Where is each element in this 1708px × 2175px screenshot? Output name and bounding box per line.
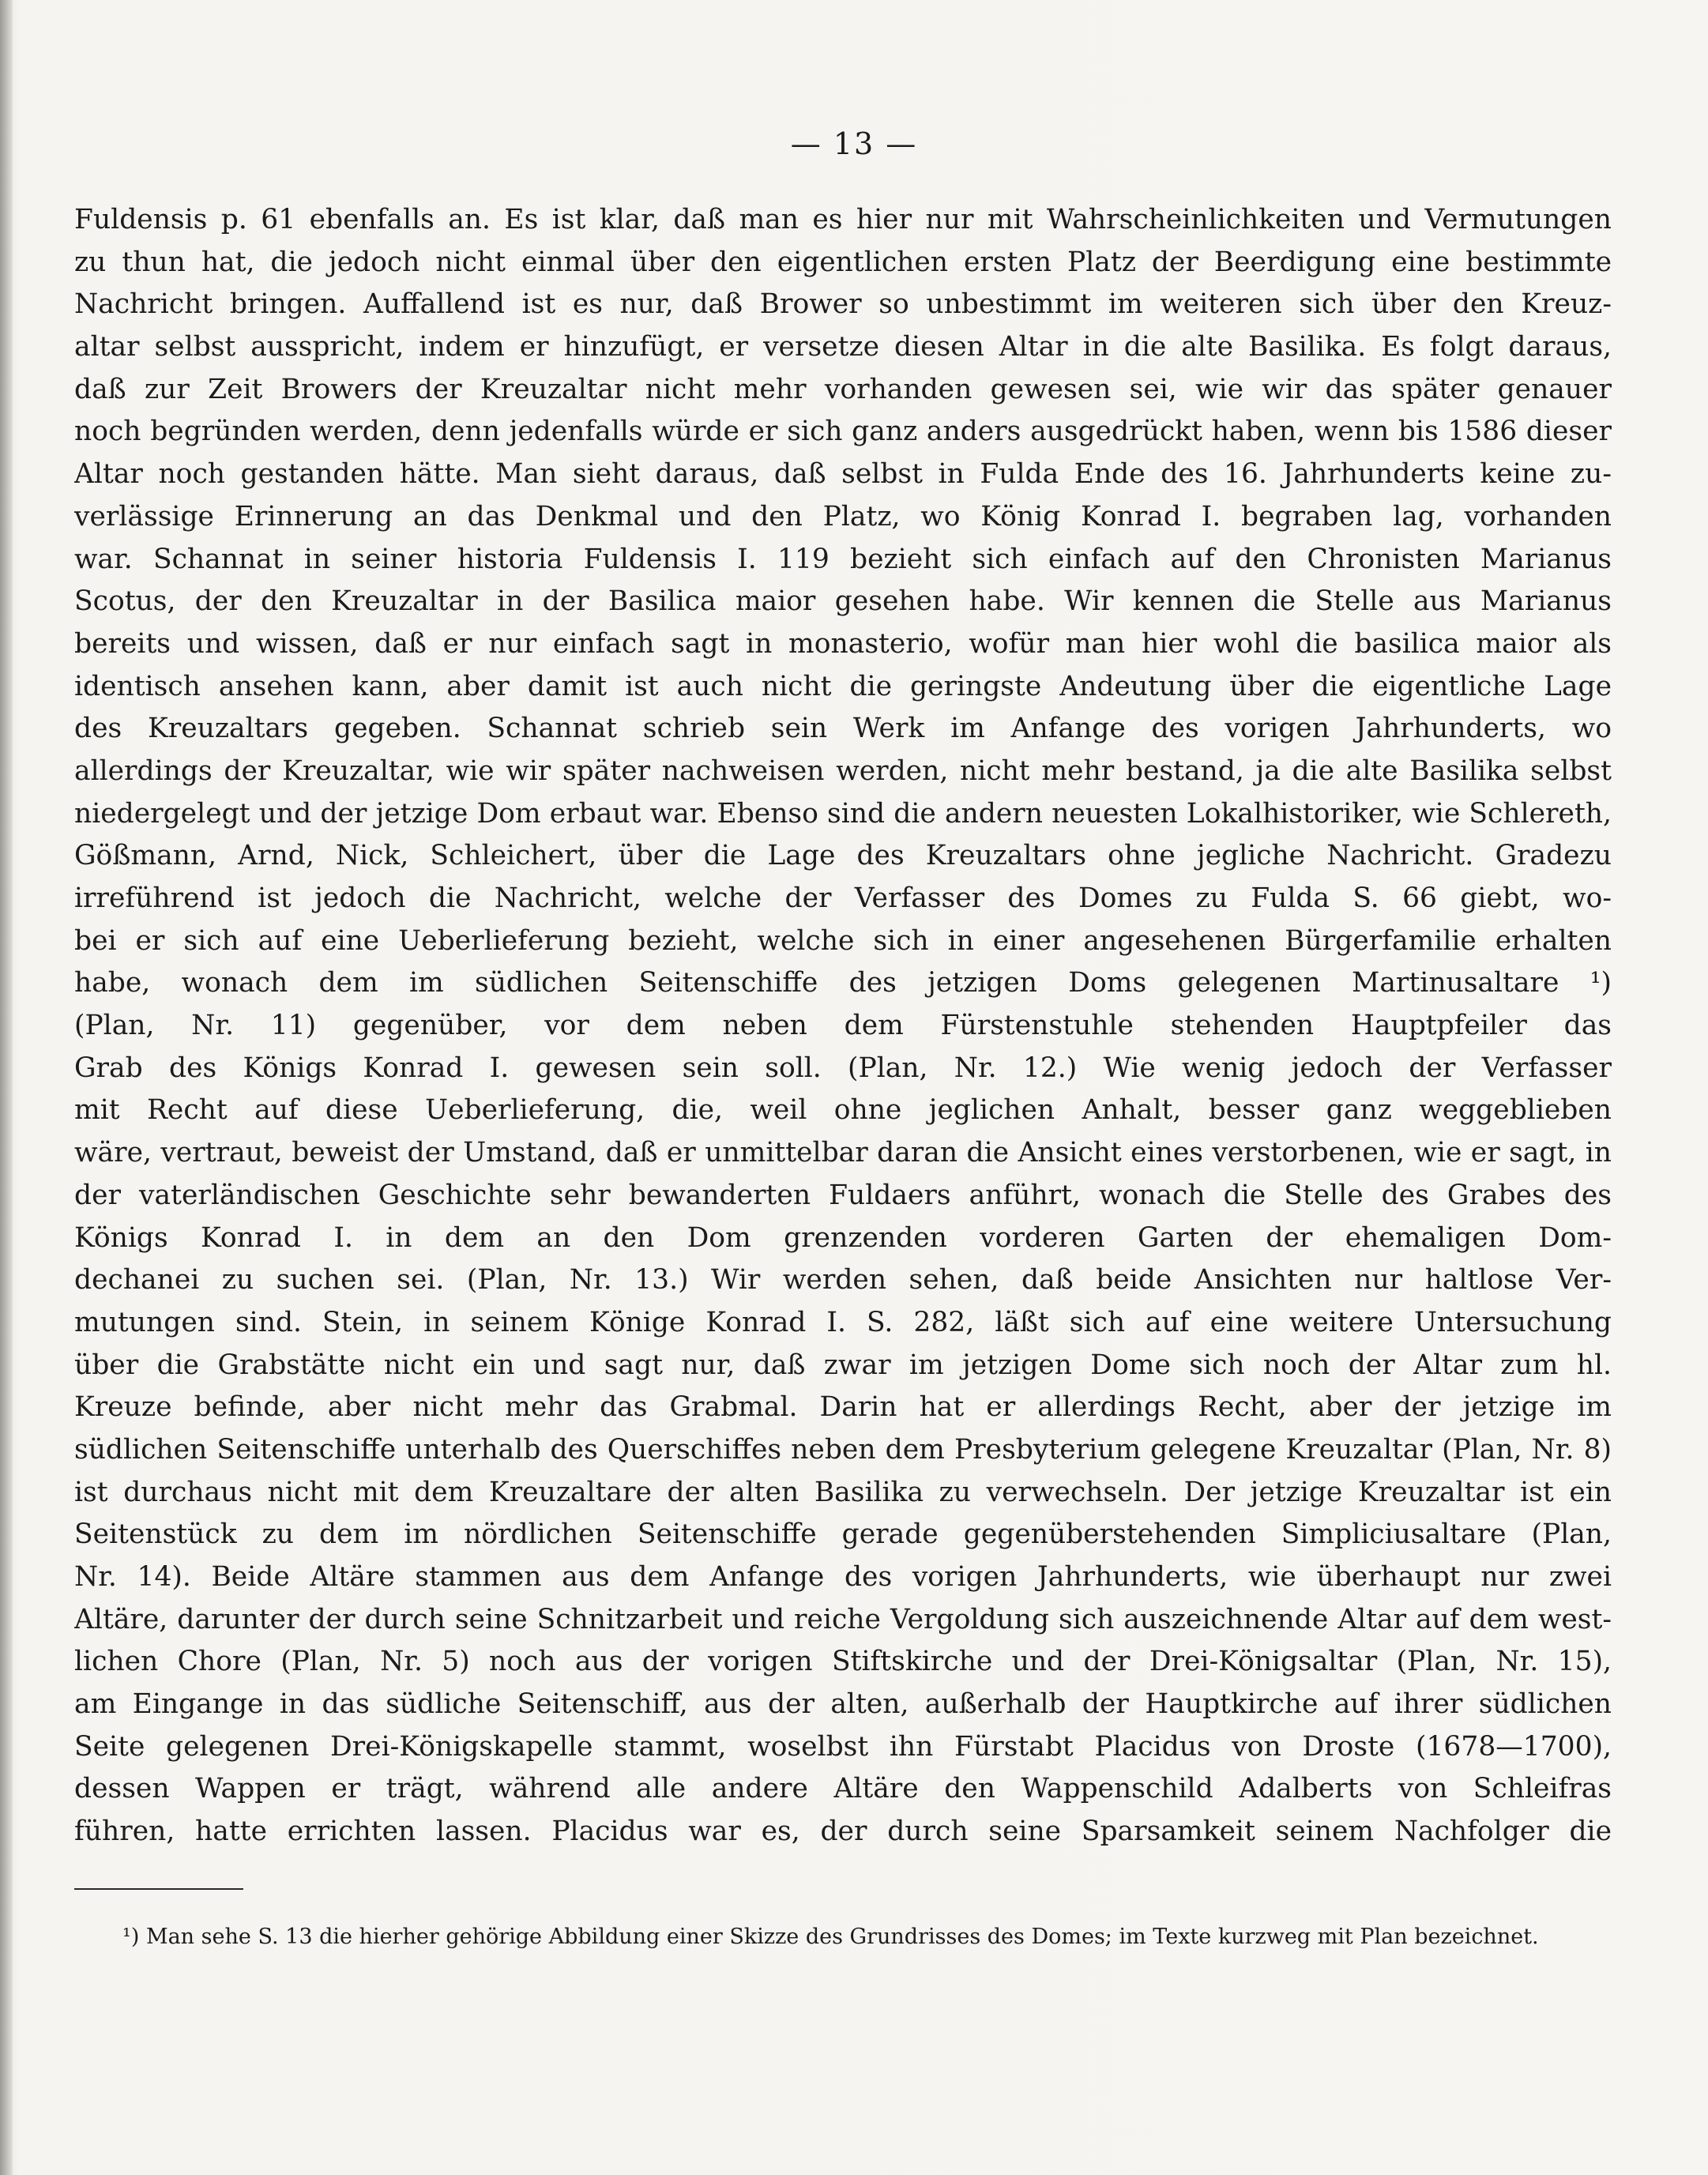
text-line: habe, wonach dem im südlichen Seitenschiffe des jetzigen Doms gelegenen Martinusaltare ¹) <box>74 967 1612 999</box>
text-line: mutungen sind. Stein, in seinem Könige Konrad I. S. 282, läßt sich auf eine weitere Untersuchung <box>74 1306 1612 1338</box>
text-line: des Kreuzaltars gegeben. Schannat schrieb sein Werk im Anfange des vorigen Jahrhunderts, wo <box>74 713 1612 745</box>
text-line: der vaterländischen Geschichte sehr bewanderten Fuldaers anführt, wonach die Stelle des Grabes des <box>74 1179 1612 1211</box>
text-line: dessen Wappen er trägt, während alle andere Altäre den Wappenschild Adalberts von Schleifras <box>74 1773 1612 1805</box>
text-line: Nr. 14). Beide Altäre stammen aus dem Anfange des vorigen Jahrhunderts, wie überhaupt nur zwei <box>74 1561 1612 1593</box>
text-line: Fuldensis p. 61 ebenfalls an. Es ist klar, daß man es hier nur mit Wahrscheinlichkeiten und Vermutungen <box>74 204 1612 235</box>
text-line: wäre, vertraut, beweist der Umstand, daß er unmittelbar daran die Ansicht eines verstorbenen, wie er sagt, in <box>74 1137 1612 1169</box>
text-line: lichen Chore (Plan, Nr. 5) noch aus der vorigen Stiftskirche und der Drei-Königsaltar (Plan, Nr. 15), <box>74 1646 1612 1678</box>
text-line: ist durchaus nicht mit dem Kreuzaltare der alten Basilika zu verwechseln. Der jetzige Kreuzaltar ist ein <box>74 1476 1612 1508</box>
text-line: Grab des Königs Konrad I. gewesen sein soll. (Plan, Nr. 12.) Wie wenig jedoch der Verfasser <box>74 1052 1612 1084</box>
text-line: zu thun hat, die jedoch nicht einmal über den eigentlichen ersten Platz der Beerdigung eine bestimmte <box>74 246 1612 278</box>
footnote-divider <box>74 1888 243 1890</box>
text-line: Seitenstück zu dem im nördlichen Seitenschiffe gerade gegenüberstehenden Simpliciusaltare (Plan, <box>74 1518 1612 1551</box>
text-line: bereits und wissen, daß er nur einfach sagt in monasterio, wofür man hier wohl die basilica maior als <box>74 627 1612 660</box>
text-line: Altar noch gestanden hätte. Man sieht daraus, daß selbst in Fulda Ende des 16. Jahrhunderts keine zu- <box>74 458 1612 491</box>
text-line: noch begründen werden, denn jedenfalls würde er sich ganz anders ausgedrückt haben, wenn bis 1586 dieser <box>74 416 1612 448</box>
text-line: irreführend ist jedoch die Nachricht, welche der Verfasser des Domes zu Fulda S. 66 giebt, wo- <box>74 882 1612 914</box>
page-number: — 13 — <box>790 126 918 161</box>
text-line: über die Grabstätte nicht ein und sagt nur, daß zwar im jetzigen Dome sich noch der Altar zum hl. <box>74 1349 1612 1381</box>
text-line: Kreuze befinde, aber nicht mehr das Grabmal. Darin hat er allerdings Recht, aber der jetzige im <box>74 1391 1612 1424</box>
text-line: dechanei zu suchen sei. (Plan, Nr. 13.) Wir werden sehen, daß beide Ansichten nur haltlose Ver- <box>74 1264 1612 1296</box>
text-line: daß zur Zeit Browers der Kreuzaltar nicht mehr vorhanden gewesen sei, wie wir das später genauer <box>74 373 1612 405</box>
text-line: bei er sich auf eine Ueberlieferung bezieht, welche sich in einer angesehenen Bürgerfamilie erhalten <box>74 924 1612 957</box>
text-line: südlichen Seitenschiffe unterhalb des Querschiffes neben dem Presbyterium gelegene Kreuzaltar (Plan, Nr. 8) <box>74 1433 1612 1466</box>
text-line: allerdings der Kreuzaltar, wie wir später nachweisen werden, nicht mehr bestand, ja die alte Basilika selbst <box>74 754 1612 787</box>
text-line: führen, hatte errichten lassen. Placidus war es, der durch seine Sparsamkeit seinem Nachfolger die <box>74 1816 1612 1848</box>
text-line: Königs Konrad I. in dem an den Dom grenzenden vorderen Garten der ehemaligen Dom- <box>74 1221 1612 1254</box>
text-line: altar selbst ausspricht, indem er hinzufügt, er versetze diesen Altar in die alte Basilika. Es folgt daraus, <box>74 331 1612 363</box>
text-line: Altäre, darunter der durch seine Schnitzarbeit und reiche Vergoldung sich auszeichnende Altar auf dem west- <box>74 1603 1612 1635</box>
text-line: verlässige Erinnerung an das Denkmal und den Platz, wo König Konrad I. begraben lag, vorhanden <box>74 500 1612 532</box>
footnote: ¹) Man sehe S. 13 die hierher gehörige Abbildung einer Skizze des Grundrisses des Domes; im Texte kurzweg mit Plan bezeichnet. <box>122 1925 1539 1949</box>
text-line: niedergelegt und der jetzige Dom erbaut war. Ebenso sind die andern neuesten Lokalhistoriker, wie Schlereth, <box>74 797 1612 830</box>
text-line: am Eingange in das südliche Seitenschiff, aus der alten, außerhalb der Hauptkirche auf ihrer südlichen <box>74 1688 1612 1721</box>
binding-shadow <box>0 0 13 2175</box>
text-line: (Plan, Nr. 11) gegenüber, vor dem neben dem Fürstenstuhle stehenden Hauptpfeiler das <box>74 1010 1612 1042</box>
text-line: war. Schannat in seiner historia Fuldensis I. 119 bezieht sich einfach auf den Chronisten Marianus <box>74 543 1612 575</box>
text-line: mit Recht auf diese Ueberlieferung, die, weil ohne jeglichen Anhalt, besser ganz weggeblieben <box>74 1094 1612 1127</box>
main-text <box>74 199 1612 1853</box>
text-line: Scotus, der den Kreuzaltar in der Basilica maior gesehen habe. Wir kennen die Stelle aus Marianus <box>74 585 1612 618</box>
text-line: identisch ansehen kann, aber damit ist auch nicht die geringste Andeutung über die eigentliche Lage <box>74 670 1612 702</box>
text-line: Nachricht bringen. Auffallend ist es nur, daß Brower so unbestimmt im weiteren sich über den Kreuz- <box>74 288 1612 321</box>
text-line: Seite gelegenen Drei-Königskapelle stammt, woselbst ihn Fürstabt Placidus von Droste (1678—1700), <box>74 1730 1612 1763</box>
text-line: Gößmann, Arnd, Nick, Schleichert, über die Lage des Kreuzaltars ohne jegliche Nachricht. Gradezu <box>74 840 1612 872</box>
